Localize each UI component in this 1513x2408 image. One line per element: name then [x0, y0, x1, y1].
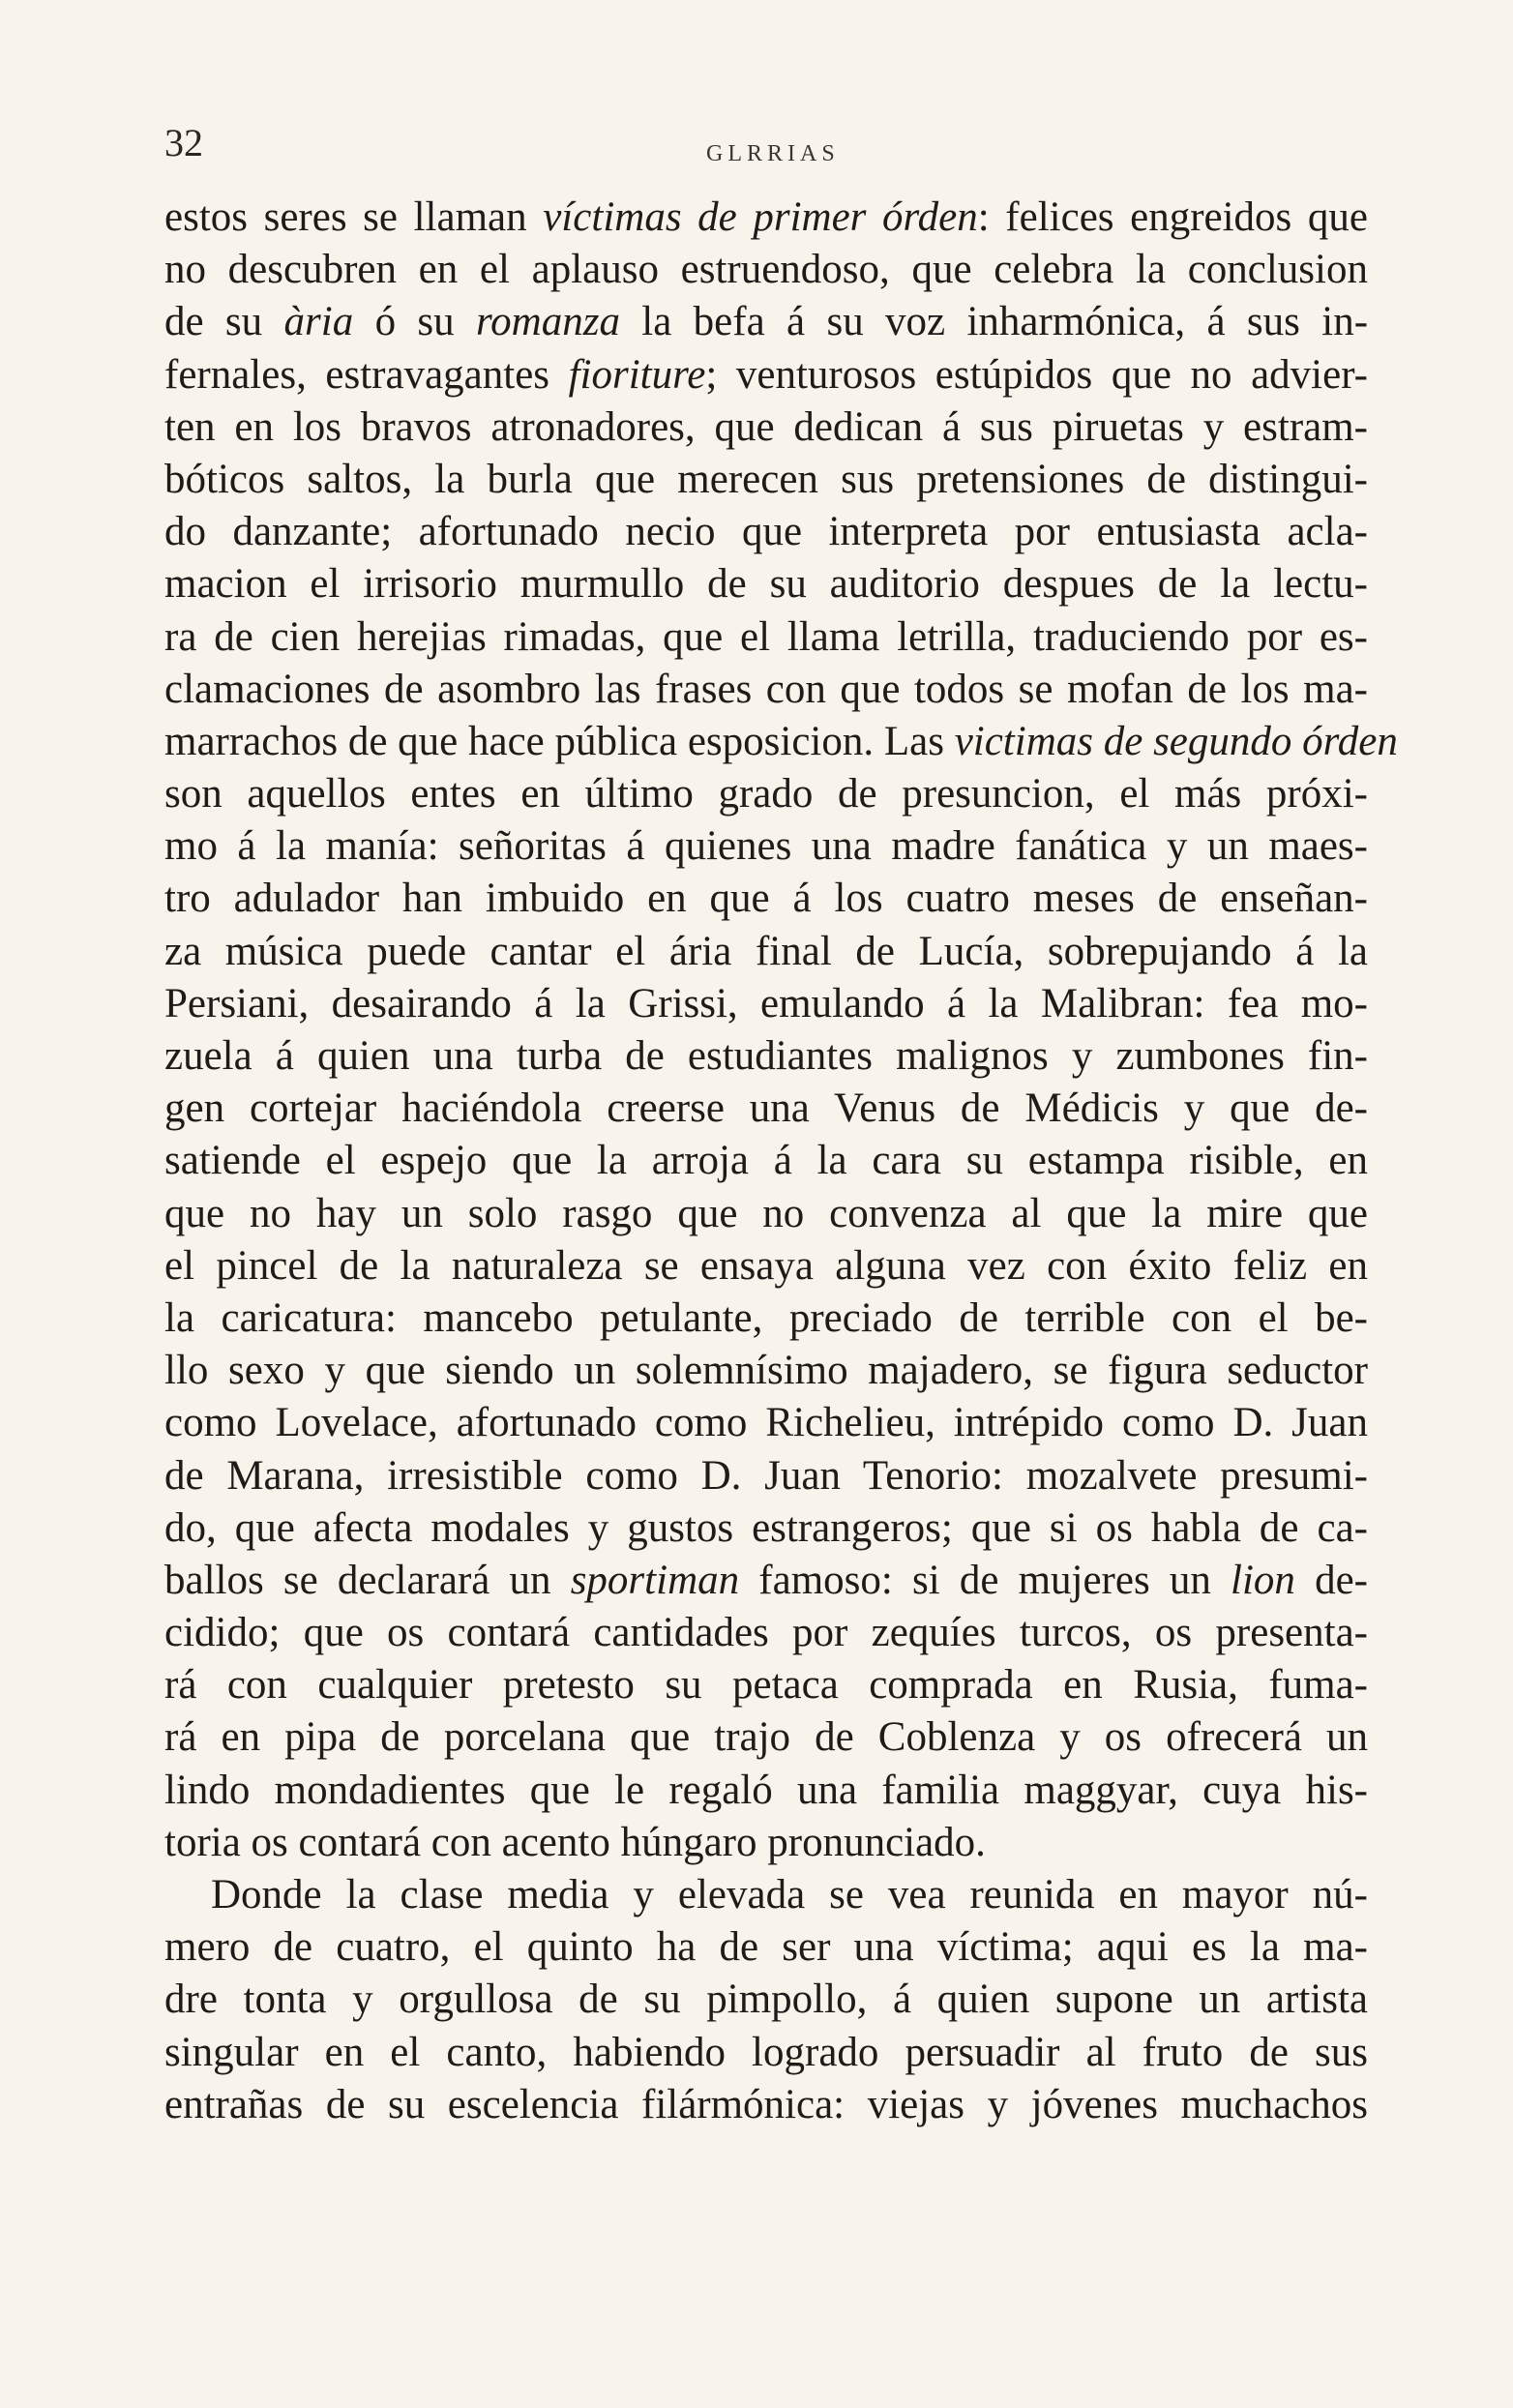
text-segment: ten en los bravos atronadores, que dedican á sus piruetas y estram-	[164, 403, 1368, 450]
italic-text: fioriture	[568, 351, 706, 398]
text-segment: de Marana, irresistible como D. Juan Tenorio: mozalvete presumi-	[164, 1452, 1368, 1499]
text-segment: ballos se declarará un	[164, 1557, 571, 1603]
text-segment: Persiani, desairando á la Grissi, emulando á la Malibran: fea mo-	[164, 980, 1368, 1026]
text-segment: rá con cualquier pretesto su petaca comprada en Rusia, fuma-	[164, 1662, 1368, 1709]
italic-text: victimas de segundo órden	[954, 718, 1398, 764]
text-segment: singular en el canto, habiendo logrado persuadir al fruto de sus	[164, 2029, 1368, 2075]
text-segment: : felices engreidos que	[977, 194, 1368, 240]
text-segment: llo sexo y que siendo un solemnísimo majadero, se figura seductor	[164, 1348, 1368, 1394]
text-line	[164, 1240, 1368, 1293]
text-segment: la befa á su voz inharmónica, á sus in-	[619, 299, 1369, 345]
text-segment: que no hay un solo rasgo que no convenza al que la mire que	[164, 1190, 1368, 1236]
text-line	[164, 401, 1368, 454]
text-segment: macion el irrisorio murmullo de su auditorio despues de la lectu-	[164, 561, 1368, 608]
text-segment: gen cortejar haciéndola creerse una Venus de Médicis y que de-	[164, 1085, 1368, 1132]
text-line	[164, 1659, 1368, 1711]
text-line	[164, 1293, 1368, 1345]
text-line	[164, 192, 1368, 244]
text-line	[164, 1921, 1368, 1974]
text-line	[164, 1188, 1368, 1240]
text-segment: toria os contará con acento húngaro pronunciado.	[164, 1819, 986, 1865]
text-segment: como Lovelace, afortunado como Richelieu, intrépido como D. Juan	[164, 1400, 1368, 1446]
text-line	[164, 1974, 1368, 2026]
text-segment: bóticos saltos, la burla que merecen sus pretensiones de distingui-	[164, 456, 1368, 502]
text-line	[164, 664, 1368, 716]
text-line	[164, 1555, 1368, 1607]
text-segment: za música puede cantar el ária final de Lucía, sobrepujando á la	[164, 928, 1368, 974]
text-line	[164, 244, 1368, 296]
text-line	[164, 1869, 1368, 1921]
text-line	[164, 1607, 1368, 1659]
text-line	[164, 2079, 1368, 2131]
text-segment: ó su	[353, 299, 477, 345]
text-line	[164, 873, 1368, 925]
text-segment: no descubren en el aplauso estruendoso, que celebra la conclusion	[164, 247, 1368, 293]
text-line	[164, 926, 1368, 978]
italic-text: víctimas de primer órden	[543, 194, 978, 240]
running-head: GLRRIAS	[706, 141, 840, 166]
italic-text: sportiman	[570, 1557, 740, 1603]
text-segment: la caricatura: mancebo petulante, preciado de terrible con el be-	[164, 1294, 1368, 1341]
text-line	[164, 1502, 1368, 1555]
text-segment: mo á la manía: señoritas á quienes una madre fanática y un maes-	[164, 823, 1368, 870]
page-header	[164, 116, 1349, 174]
text-segment: clamaciones de asombro las frases con que todos se mofan de los ma-	[164, 666, 1368, 712]
text-line	[164, 768, 1368, 820]
text-line	[164, 716, 1398, 768]
text-segment: estos seres se llaman	[164, 194, 544, 240]
text-segment: marrachos de que hace pública esposicion. Las	[164, 718, 955, 764]
text-segment: dre tonta y orgullosa de su pimpollo, á quien supone un artista	[164, 1977, 1368, 2023]
text-line	[164, 1083, 1368, 1135]
text-segment: zuela á quien una turba de estudiantes malignos y zumbones fin-	[164, 1033, 1368, 1079]
text-line	[164, 820, 1368, 873]
text-line	[164, 2027, 1368, 2079]
text-line	[164, 506, 1368, 558]
text-segment: cidido; que os contará cantidades por zequíes turcos, os presenta-	[164, 1610, 1368, 1656]
text-segment: satiende el espejo que la arroja á la cara su estampa risible, en	[164, 1138, 1368, 1184]
italic-text: lion	[1231, 1557, 1295, 1603]
text-segment: ; venturosos estúpidos que no advier-	[705, 351, 1368, 398]
page-number: 32	[164, 121, 203, 164]
italic-text: romanza	[476, 299, 620, 345]
text-segment: de su	[164, 299, 284, 345]
text-line	[164, 978, 1368, 1030]
text-segment: do, que afecta modales y gustos estrangeros; que si os habla de ca-	[164, 1504, 1368, 1551]
text-line	[164, 454, 1368, 506]
text-line	[164, 1135, 1368, 1187]
text-segment: lindo mondadientes que le regaló una familia maggyar, cuya his-	[164, 1767, 1368, 1813]
text-line	[164, 1711, 1368, 1764]
text-line	[164, 1397, 1368, 1449]
text-segment: famoso: si de mujeres un	[739, 1557, 1231, 1603]
text-segment: el pincel de la naturaleza se ensaya alguna vez con éxito feliz en	[164, 1242, 1368, 1289]
body-text	[164, 192, 1398, 2131]
text-line	[164, 1345, 1368, 1397]
text-line	[164, 349, 1368, 401]
text-segment: rá en pipa de porcelana que trajo de Coblenza y os ofrecerá un	[164, 1714, 1368, 1761]
text-segment: son aquellos entes en último grado de presuncion, el más próxi-	[164, 771, 1368, 818]
text-segment: tro adulador han imbuido en que á los cuatro meses de enseñan-	[164, 876, 1368, 922]
italic-text: ària	[283, 299, 354, 345]
text-segment: de-	[1294, 1557, 1369, 1603]
text-segment: entrañas de su escelencia filármónica: viejas y jóvenes muchachos	[164, 2081, 1368, 2127]
text-line	[164, 558, 1368, 610]
text-segment: Donde la clase media y elevada se vea reunida en mayor nú-	[211, 1872, 1368, 1917]
text-line	[164, 1817, 1368, 1869]
text-segment: fernales, estravagantes	[164, 351, 569, 398]
text-line	[164, 1765, 1368, 1817]
text-line	[164, 611, 1368, 664]
text-line	[164, 1030, 1368, 1083]
text-line	[164, 296, 1368, 348]
text-line	[164, 1450, 1368, 1502]
text-segment: ra de cien herejias rimadas, que el llama letrilla, traduciendo por es-	[164, 613, 1368, 660]
text-segment: mero de cuatro, el quinto ha de ser una víctima; aqui es la ma-	[164, 1924, 1368, 1971]
text-segment: do danzante; afortunado necio que interpreta por entusiasta acla-	[164, 509, 1368, 555]
